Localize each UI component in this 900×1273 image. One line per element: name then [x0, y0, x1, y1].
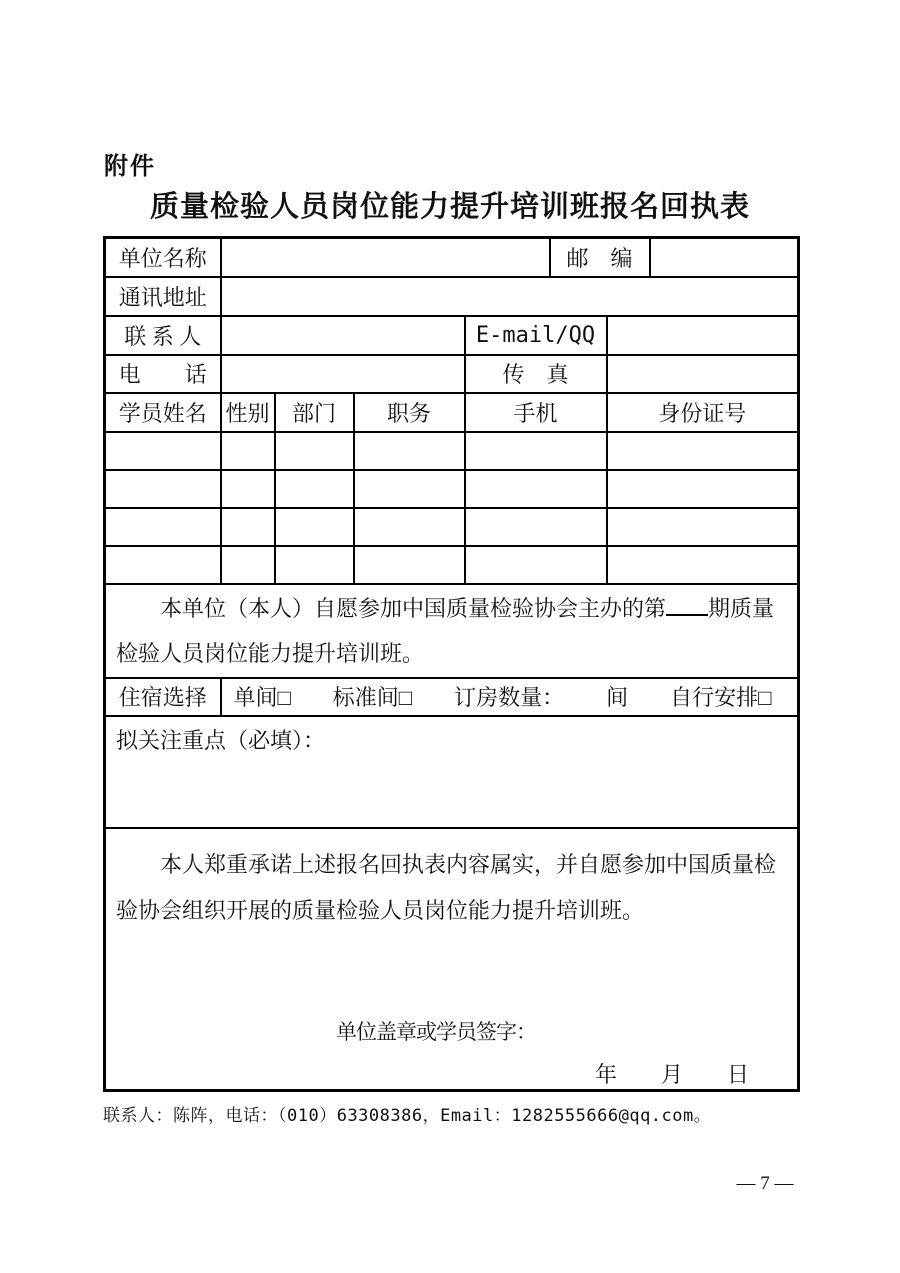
department-cell: [275, 508, 354, 546]
position-cell: [354, 432, 465, 470]
focus-row: [105, 716, 799, 828]
trainee-row: [105, 508, 799, 546]
trainee-name-cell: [105, 508, 221, 546]
address-row: [105, 277, 799, 316]
trainee-row: [105, 470, 799, 508]
gender-cell: [221, 508, 275, 546]
mobile-cell: [465, 546, 607, 584]
address-input-cell: [221, 277, 799, 316]
id-number-cell: [607, 432, 799, 470]
date-label: 年 月 日: [595, 1061, 750, 1087]
gender-header: 性别: [221, 393, 275, 432]
position-cell: [354, 470, 465, 508]
accommodation-row: [105, 678, 799, 716]
mobile-cell: [465, 470, 607, 508]
postal-code-label: 邮 编: [550, 238, 650, 277]
enrollment-statement: [106, 585, 797, 676]
registration-form-table: [103, 236, 800, 1092]
accommodation-options-cell: [221, 678, 799, 716]
enrollment-statement-row: [105, 584, 799, 678]
contact-row: [105, 316, 799, 355]
position-cell: [354, 508, 465, 546]
id-number-cell: [607, 546, 799, 584]
statement-after-blank: 期质量检验人员岗位能力提升培训班。: [116, 595, 775, 666]
signature-label: 单位盖章或学员签字：: [336, 1019, 536, 1044]
department-cell: [275, 470, 354, 508]
mobile-cell: [465, 432, 607, 470]
contact-footer-note: 联系人：陈阵，电话：（010）63308386，Email：1282555666@qq.com。: [103, 1106, 712, 1126]
id-number-header: 身份证号: [607, 393, 799, 432]
enrollment-statement-cell: [105, 584, 799, 678]
address-label: 通讯地址: [105, 277, 221, 316]
postal-code-input-cell: [650, 238, 799, 277]
focus-label: 拟关注重点（必填）：: [116, 727, 326, 753]
trainee-name-header: 学员姓名: [105, 393, 221, 432]
commitment-statement: 本人郑重承诺上述报名回执表内容属实，并自愿参加中国质量检验协会组织开展的质量检验人员岗位能力提升培训班。: [116, 851, 777, 923]
fax-label: 传 真: [465, 355, 607, 393]
fax-input-cell: [607, 355, 799, 393]
mobile-header: 手机: [465, 393, 607, 432]
room-quantity-label: 订房数量：: [454, 685, 565, 710]
trainee-row: [105, 432, 799, 470]
focus-cell: [105, 716, 799, 828]
gender-cell: [221, 432, 275, 470]
session-number-blank: [666, 592, 708, 616]
department-cell: [275, 546, 354, 584]
accommodation-options: [222, 681, 798, 712]
option-self-arrange-checkbox: 自行安排□: [670, 685, 772, 710]
trainee-name-cell: [105, 432, 221, 470]
gender-cell: [221, 546, 275, 584]
trainee-header-row: [105, 393, 799, 432]
department-header: 部门: [275, 393, 354, 432]
email-qq-input-cell: [607, 316, 799, 355]
contact-person-input-cell: [221, 316, 465, 355]
trainee-name-cell: [105, 546, 221, 584]
unit-name-input-cell: [221, 238, 550, 277]
phone-label: 电 话: [105, 355, 221, 393]
email-qq-label: E-mail/QQ: [465, 316, 607, 355]
position-cell: [354, 546, 465, 584]
commitment-row: [105, 828, 799, 1091]
page-title: 质量检验人员岗位能力提升培训班报名回执表: [149, 191, 750, 223]
statement-before-blank: 本单位（本人）自愿参加中国质量检验协会主办的第: [160, 595, 667, 621]
contact-person-label: 联 系 人: [105, 316, 221, 355]
page-number: — 7 —: [736, 1173, 794, 1194]
unit-name-row: [105, 238, 799, 277]
phone-row: [105, 355, 799, 393]
position-header: 职务: [354, 393, 465, 432]
id-number-cell: [607, 470, 799, 508]
option-single-room-checkbox: 单间□: [233, 685, 291, 710]
mobile-cell: [465, 508, 607, 546]
unit-name-label: 单位名称: [105, 238, 221, 277]
room-unit-label: 间: [606, 685, 629, 710]
option-standard-room-checkbox: 标准间□: [332, 685, 413, 710]
attachment-label: 附件: [104, 153, 156, 180]
trainee-name-cell: [105, 470, 221, 508]
department-cell: [275, 432, 354, 470]
gender-cell: [221, 470, 275, 508]
id-number-cell: [607, 508, 799, 546]
trainee-row: [105, 546, 799, 584]
phone-input-cell: [221, 355, 465, 393]
commitment-cell: [105, 828, 799, 1091]
accommodation-label: 住宿选择: [105, 678, 221, 716]
